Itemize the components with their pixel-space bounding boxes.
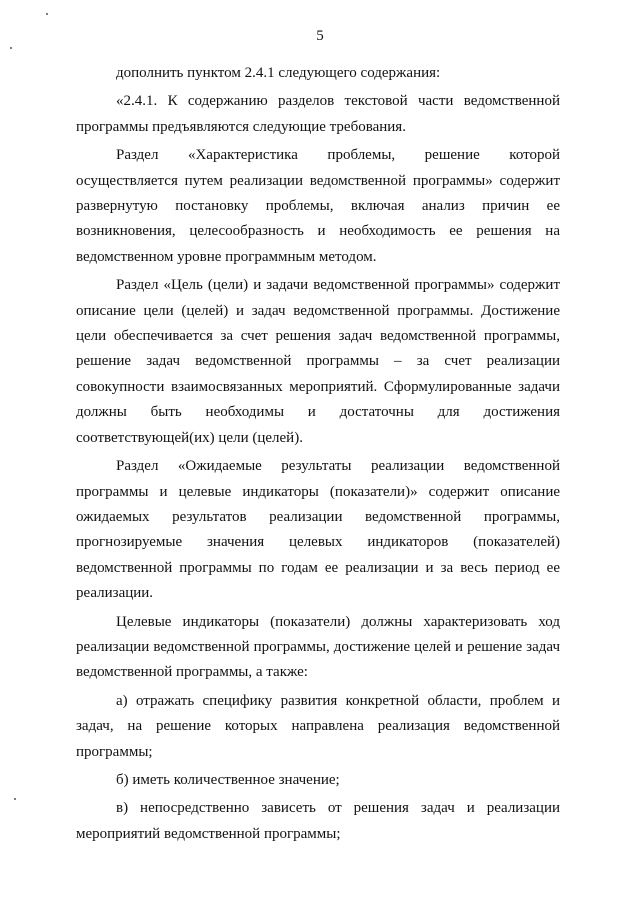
paragraph-indicators: Целевые индикаторы (показатели) должны характеризовать ход реализации ведомственной программы, достижение целей и решение задач ведомственной программы, а также: [76, 613, 560, 681]
page-number: 5 [316, 28, 324, 44]
scan-speck [10, 47, 12, 49]
paragraph-results-section: Раздел «Ожидаемые результаты реализации ведомственной программы и целевые индикаторы (показатели)» содержит описание ожидаемых результатов реализации ведомственной программы, прогнозируемые значения целевых индикаторов (показателей) ведомственной программы по годам ее реализации и за весь период ее реализации. [76, 458, 560, 602]
paragraph-2-4-1: «2.4.1. К содержанию разделов текстовой части ведомственной программы предъявляются следующие требования. [76, 93, 560, 135]
paragraph-goals-section: Раздел «Цель (цели) и задачи ведомственной программы» содержит описание цели (целей) и задач ведомственной программы. Достижение цели обеспечивается за счет решения задач ведомственной программы, решение задач ведомственной программы – за счет реализации совокупности взаимосвязанных мероприятий. Сформулированные задачи должны быть необходимы и достаточны для достижения соответствующей(их) цели (целей). [76, 277, 560, 446]
list-item-a: а) отражать специфику развития конкретной области, проблем и задач, на решение которых направлена реализация ведомственной программы; [76, 692, 560, 760]
list-item-b: б) иметь количественное значение; [116, 771, 340, 788]
document-body [76, 61, 560, 847]
scan-speck [14, 798, 16, 800]
scan-speck [46, 13, 48, 15]
list-item-c: в) непосредственно зависеть от решения задач и реализации мероприятий ведомственной программы; [76, 800, 560, 842]
paragraph-problem-section: Раздел «Характеристика проблемы, решение которой осуществляется путем реализации ведомственной программы» содержит развернутую постановку проблемы, включая анализ причин ее возникновения, целесообразность и необходимость ее решения на ведомственном уровне программным методом. [76, 147, 560, 265]
paragraph-intro: дополнить пунктом 2.4.1 следующего содержания: [116, 65, 441, 81]
